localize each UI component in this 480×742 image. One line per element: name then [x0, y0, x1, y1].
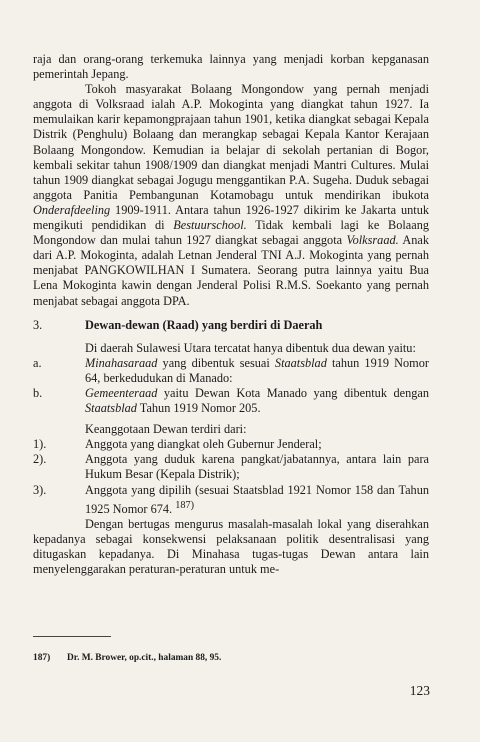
paragraph-2-text-a: Tokoh masyarakat Bolaang Mongondow yang pernah menjadi anggota di Volksraad ialah A.P. Mokoginta yang diangkat tahun 1927. Ia memulaikan karir kepamongprajaan tahun 1901, ketika diangkat sebagai Kepala Distrik (Penghulu) Bolaang dan merangkap sebagai Kepala Kantor Kerajaan Bolaang Mongondow. Kemudian ia belajar di sekolah pertanian di Bogor, kembali sekitar tahun 1908/1909 dan diangkat menjadi Mantri Cultures. Mulai tahun 1909 diangkat sebagai Jogugu menggantikan P.A. Sugeha. Duduk sebagai anggota Panitia Pembangunan Kotamobagu untuk mendirikan ibukota [33, 82, 429, 202]
list-text-a-1: yang dibentuk sesuai [157, 355, 275, 370]
list-text-a [85, 356, 429, 386]
term-volksraad: Volksraad. [346, 233, 399, 248]
term-staatsblad-2: Staatsblad [85, 401, 137, 416]
numbered-text-1: Anggota yang diangkat oleh Gubernur Jenderal; [85, 437, 322, 452]
numbered-label-1: 1). [33, 437, 47, 452]
page-number: 123 [409, 683, 430, 698]
list-text-b-2: Tahun 1919 Nomor 205. [136, 401, 261, 416]
list-item-b [33, 386, 429, 416]
term-bestuurschool: Bestuurschool. [173, 218, 247, 233]
footnote [33, 653, 429, 663]
body-text [33, 52, 429, 577]
section-number: 3. [33, 317, 43, 332]
numbered-text-2: Anggota yang duduk karena pangkat/jabatannya, antara lain para Hukum Besar (Kepala Distrik); [85, 452, 429, 482]
section-heading [33, 318, 429, 333]
list-text-b-1: yaitu Dewan Kota Manado yang dibentuk dengan [157, 385, 429, 400]
paragraph-1: raja dan orang-orang terkemuka lainnya yang menjadi korban kepganasan pemerintah Jepang. [33, 52, 429, 82]
numbered-item-1 [33, 437, 429, 452]
list-label-b: b. [33, 385, 43, 400]
list-text-b [85, 386, 429, 416]
term-gemeenteraad: Gemeenteraad [85, 385, 158, 400]
paragraph-2 [33, 82, 429, 308]
paragraph-2-text-d: Anak dari A.P. Mokoginta, adalah Letnan Jenderal TNI A.J. Mokoginta yang pernah menjabat PANGKOWILHAN I Sumatera. Seorang putra lainnya yaitu Bua Lena Mokoginta kawin dengan Jenderal Polisi R.M.S. Soekanto yang pernah menjabat sebagai anggota DPA. [33, 233, 430, 308]
paragraph-5: Dengan bertugas mengurus masalah-masalah lokal yang diserahkan kepadanya sebagai konsekwensi pelaksanaan politik desentralisasi yang ditugaskan kepadanya. Di Minahasa tugas-tugas Dewan antara lain menyelenggarakan peraturan-peraturan untuk me- [33, 516, 429, 577]
numbered-label-3: 3). [33, 482, 47, 497]
footnote-text: Dr. M. Brower, op.cit., halaman 88, 95. [67, 653, 222, 663]
paragraph-2-text-c: Tidak kembali lagi ke Bolaang Mongondow dan mulai tahun 1927 diangkat sebagai anggota [33, 218, 429, 248]
footnote-divider [33, 636, 111, 637]
paragraph-3: Di daerah Sulawesi Utara tercatat hanya dibentuk dua dewan yaitu: [85, 340, 416, 355]
list-label-a: a. [33, 355, 42, 370]
numbered-text-3-main: Anggota yang dipilih (sesuai Staatsblad 1921 Nomor 158 dan Tahun 1925 Nomor 674. [85, 482, 429, 516]
numbered-item-2 [33, 452, 429, 482]
term-staatsblad: Staatsblad [274, 355, 327, 370]
term-onderafdeeling: Onderafdeeling [33, 202, 111, 217]
numbered-text-3 [85, 483, 429, 517]
footnote-number: 187) [33, 653, 51, 663]
paragraph-4: Keanggotaan Dewan terdiri dari: [85, 422, 247, 437]
list-item-a [33, 356, 429, 386]
list-text-a-2: tahun 1919 Nomor 64, berkedudukan di Manado: [85, 355, 429, 385]
numbered-label-2: 2). [33, 452, 47, 467]
footnote-reference: 187) [175, 499, 194, 511]
numbered-item-3 [33, 483, 429, 517]
paragraph-2-text-b: 1909-1911. Antara tahun 1926-1927 dikirim ke Jakarta untuk mengikuti pendidikan di [33, 202, 429, 233]
section-title: Dewan-dewan (Raad) yang berdiri di Daerah [85, 317, 323, 332]
term-minahasaraad: Minahasaraad [85, 355, 158, 370]
